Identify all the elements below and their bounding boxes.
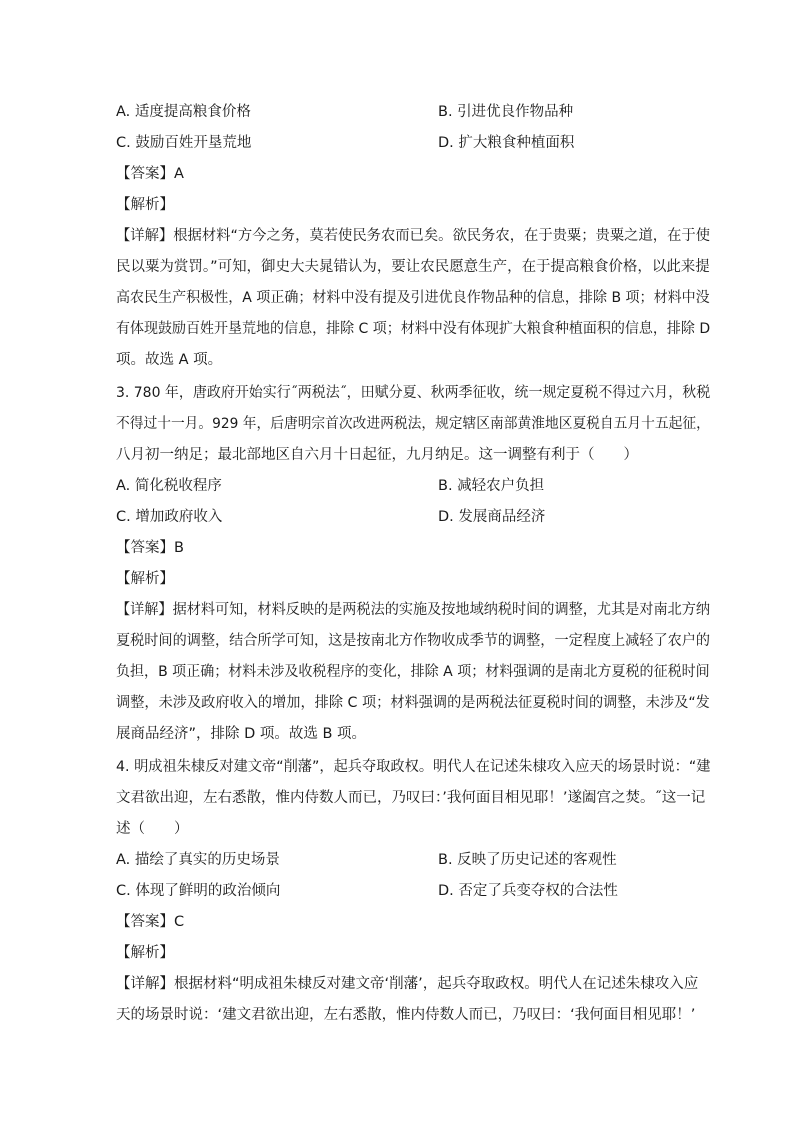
q2-option-c: C. 鼓励百姓开垦荒地 <box>116 135 252 151</box>
q2-answer: 【答案】A <box>116 166 184 182</box>
q2-analysis-label: 【解析】 <box>116 197 174 213</box>
q4-stem-line: 文君欲出迎，左右悉散，惟内侍数人而已，乃叹曰：’我何面目相见耶！’遂阖宫之焚。˝这一记 <box>116 790 706 806</box>
q3-option-c: C. 增加政府收入 <box>116 509 223 525</box>
q3-detail-line: 负担，B 项正确；材料未涉及收税程序的变化，排除 A 项；材料强调的是南北方夏税的征税时间 <box>116 664 710 680</box>
q2-detail-line: 高农民生产积极性，A 项正确；材料中没有提及引进优良作物品种的信息，排除 B 项；材料中没 <box>116 290 710 306</box>
q4-detail-line: 天的场景时说：‘建文君欲出迎，左右悉散，惟内侍数人而已，乃叹曰：‘我何面目相见耶！’ <box>116 1007 696 1023</box>
q2-option-d: D. 扩大粮食种植面积 <box>438 135 575 151</box>
q4-stem-line: 4. 明成祖朱棣反对建文帝“削藩”，起兵夺取政权。明代人在记述朱棣攻入应天的场景时说：“建 <box>116 759 711 775</box>
q2-option-b: B. 引进优良作物品种 <box>438 104 574 120</box>
q3-stem-line: 3. 780 年，唐政府开始实行˝两税法˝，田赋分夏、秋两季征收，统一规定夏税不得过六月，秋税 <box>116 385 711 401</box>
q3-stem-line: 不得过十一月。929 年，后唐明宗首次改进两税法，规定辖区南部黄淮地区夏税自五月十五起征， <box>116 416 710 432</box>
q3-detail-line: 调整，未涉及政府收入的增加，排除 C 项；材料强调的是两税法征夏税时间的调整，未涉及“发 <box>116 695 710 711</box>
q3-stem-line: 八月初一纳足；最北部地区自六月十日起征，九月纳足。这一调整有利于（ ） <box>116 447 638 463</box>
q4-option-a: A. 描绘了真实的历史场景 <box>116 852 280 868</box>
q3-analysis-label: 【解析】 <box>116 571 174 587</box>
q2-detail-line: 有体现鼓励百姓开垦荒地的信息，排除 C 项；材料中没有体现扩大粮食种植面积的信息，排除 D <box>116 321 711 337</box>
q3-detail-line: 展商品经济”，排除 D 项。故选 B 项。 <box>116 726 367 742</box>
q4-detail-line: 【详解】根据材料“明成祖朱棣反对建文帝‘削藩’，起兵夺取政权。明代人在记述朱棣攻入应 <box>116 976 699 992</box>
q3-option-b: B. 减轻农户负担 <box>438 478 545 494</box>
q4-analysis-label: 【解析】 <box>116 945 174 961</box>
q3-detail-line: 【详解】据材料可知，材料反映的是两税法的实施及按地域纳税时间的调整，尤其是对南北方纳 <box>116 602 711 618</box>
q3-option-a: A. 简化税收程序 <box>116 478 222 494</box>
q2-detail-line: 项。故选 A 项。 <box>116 352 223 368</box>
q2-detail-line: 【详解】根据材料“方今之务，莫若使民务农而已矣。欲民务农，在于贵粟；贵粟之道，在于使 <box>116 228 711 244</box>
q4-option-d: D. 否定了兵变夺权的合法性 <box>438 883 618 899</box>
q4-option-c: C. 体现了鲜明的政治倾向 <box>116 883 281 899</box>
q2-detail-line: 民以粟为赏罚。”可知，御史大夫晁错认为，要让农民愿意生产，在于提高粮食价格，以此来提 <box>116 259 710 275</box>
q2-option-a: A. 适度提高粮食价格 <box>116 104 251 120</box>
q3-detail-line: 夏税时间的调整，结合所学可知，这是按南北方作物收成季节的调整，一定程度上减轻了农户的 <box>116 633 711 649</box>
q3-answer: 【答案】B <box>116 540 184 556</box>
q4-stem-line: 述（ ） <box>116 821 189 837</box>
q4-option-b: B. 反映了历史记述的客观性 <box>438 852 617 868</box>
q4-answer: 【答案】C <box>116 914 185 930</box>
q3-option-d: D. 发展商品经济 <box>438 509 546 525</box>
